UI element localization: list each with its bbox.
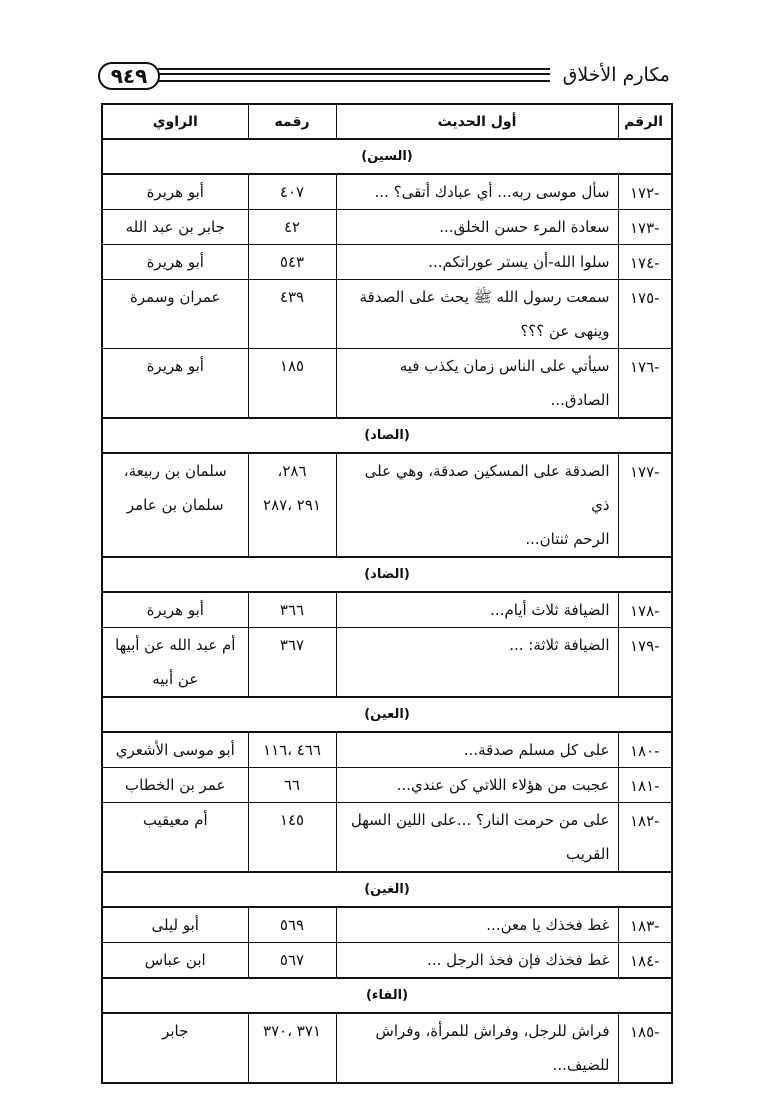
hadith-opening-line: غط فخذك يا معن... [486,916,610,934]
narrator-name-line: سلمان بن عامر [126,496,224,514]
hadith-reference-line: ٥٤٣ [279,253,305,271]
table-row [102,628,672,698]
narrator-name [102,210,248,245]
hadith-number: -١٨٤ [618,943,672,979]
table-row [102,907,672,943]
hadith-number: -١٧٩ [618,628,672,698]
hadith-number: -١٧٥ [618,280,672,349]
table-row [102,803,672,873]
hadith-reference-line: ١٤٥ [279,811,305,829]
hadith-opening [336,1013,618,1083]
hadith-opening [336,349,618,419]
section-title: (الضاد) [102,557,672,592]
hadith-reference [248,174,336,210]
hadith-reference [248,628,336,698]
hadith-opening [336,943,618,979]
hadith-reference [248,943,336,979]
narrator-name-line: أم عبد الله عن أبيها [115,636,236,654]
hadith-opening [336,803,618,873]
hadith-reference-line: ٦٦ [283,776,301,794]
hadith-reference-line: ٤٦٦ ،١١٦ [263,741,321,759]
narrator-name [102,349,248,419]
table-row [102,453,672,557]
hadith-opening [336,768,618,803]
hadith-index-table [101,103,673,1084]
hadith-opening [336,628,618,698]
hadith-number: -١٧٤ [618,245,672,280]
hadith-opening [336,907,618,943]
header-rule [158,68,550,82]
table-row [102,592,672,628]
narrator-name-line: أبو موسى الأشعري [115,741,235,759]
running-header [98,60,670,94]
hadith-reference-line: ٣٦٦ [279,601,305,619]
section-title: (الصاد) [102,418,672,453]
table-header-row [102,104,672,139]
narrator-name [102,174,248,210]
section-header-row [102,978,672,1013]
section-title: (العين) [102,697,672,732]
section-header-row [102,139,672,174]
table-row [102,210,672,245]
hadith-opening-line: الصادق... [550,391,610,409]
hadith-reference [248,245,336,280]
narrator-name [102,592,248,628]
narrator-name [102,280,248,349]
narrator-name-line: أبو هريرة [146,357,204,375]
hadith-number: -١٨٥ [618,1013,672,1083]
hadith-opening-line: فراش للرجل، وفراش للمرأة، وفراش [375,1022,610,1040]
hadith-reference [248,453,336,557]
narrator-name-line: جابر بن عبد الله [125,218,225,236]
hadith-opening-line: الضيافة ثلاثة: ... [509,636,610,654]
hadith-reference-line: ٤٢ [283,218,301,236]
hadith-reference-line: ٣٦٧ [279,636,305,654]
hadith-opening [336,592,618,628]
narrator-name [102,628,248,698]
hadith-opening-line: على من حرمت النار؟ ...على اللين السهل [350,811,610,829]
hadith-number: -١٨٣ [618,907,672,943]
hadith-opening-line: غط فخذك فإن فخذ الرجل ... [427,951,610,969]
hadith-opening-line: على كل مسلم صدقة... [463,741,610,759]
narrator-name [102,732,248,768]
section-header-row [102,557,672,592]
narrator-name [102,907,248,943]
column-header-number: الرقم [618,104,672,139]
table-row [102,1013,672,1083]
hadith-opening-line: عجبت من هؤلاء اللاتي كن عندي... [396,776,610,794]
hadith-reference [248,1013,336,1083]
table-row [102,768,672,803]
hadith-opening [336,174,618,210]
narrator-name-line: أبو هريرة [146,601,204,619]
hadith-reference [248,768,336,803]
hadith-reference-line: ٤٣٩ [279,288,305,306]
hadith-opening-line: للضيف... [552,1056,610,1074]
table-row [102,732,672,768]
hadith-opening [336,453,618,557]
section-title: (الغين) [102,872,672,907]
hadith-reference [248,349,336,419]
narrator-name-line: أبو هريرة [146,183,204,201]
hadith-opening-line: سيأتي على الناس زمان يكذب فيه [399,357,610,375]
hadith-opening [336,245,618,280]
narrator-name [102,768,248,803]
hadith-reference [248,210,336,245]
table-row [102,174,672,210]
table-body [102,139,672,1083]
table-row [102,943,672,979]
hadith-opening-line: الرحم ثنتان... [525,530,610,548]
hadith-reference [248,907,336,943]
section-title: (السين) [102,139,672,174]
hadith-reference [248,592,336,628]
hadith-opening-line: سأل موسى ربه... أي عبادك أتقى؟ ... [374,183,610,201]
table-row [102,349,672,419]
narrator-name-line: أبو ليلى [151,916,199,934]
narrator-name [102,453,248,557]
hadith-opening-line: الصدقة على المسكين صدقة، وهي على ذي [364,462,610,514]
narrator-name-line: عمران وسمرة [130,288,221,306]
column-header-narrator: الراوي [102,104,248,139]
hadith-opening-line: سعادة المرء حسن الخلق... [439,218,610,236]
hadith-reference [248,732,336,768]
section-header-row [102,872,672,907]
section-header-row [102,697,672,732]
column-header-reference: رقمه [248,104,336,139]
hadith-reference [248,280,336,349]
hadith-number: -١٨١ [618,768,672,803]
narrator-name [102,943,248,979]
hadith-reference-line: ١٨٥ [279,357,305,375]
hadith-reference-line: ٤٠٧ [279,183,305,201]
hadith-opening [336,280,618,349]
narrator-name [102,245,248,280]
hadith-reference-line: ٥٦٧ [279,951,305,969]
narrator-name [102,803,248,873]
hadith-reference-line: ٢٨٦، [277,462,307,480]
section-title: (الفاء) [102,978,672,1013]
narrator-name-line: عن أبيه [152,670,199,688]
narrator-name-line: ابن عباس [144,951,206,969]
hadith-number: -١٧٢ [618,174,672,210]
hadith-reference-line: ٢٩١ ،٢٨٧ [263,496,321,514]
narrator-name-line: عمر بن الخطاب [125,776,226,794]
column-header-hadith: أول الحديث [336,104,618,139]
hadith-number: -١٧٦ [618,349,672,419]
hadith-number: -١٨٢ [618,803,672,873]
hadith-opening-line: وينهى عن ؟؟؟ [520,322,610,340]
page-number: ٩٤٩ [98,62,160,90]
narrator-name-line: أم معيقيب [142,811,208,829]
narrator-name-line: جابر [162,1022,189,1040]
hadith-number: -١٨٠ [618,732,672,768]
hadith-opening-line: الضيافة ثلاث أيام... [490,601,610,619]
hadith-opening-line: سلوا الله-أن يستر عوراتكم... [428,253,610,271]
hadith-reference [248,803,336,873]
narrator-name-line: سلمان بن ربيعة، [123,462,227,480]
hadith-opening-line: القريب [565,845,610,863]
book-title: مكارم الأخلاق [562,64,670,86]
table-row [102,245,672,280]
hadith-number: -١٧٧ [618,453,672,557]
hadith-reference-line: ٣٧١ ،٣٧٠ [263,1022,321,1040]
narrator-name [102,1013,248,1083]
narrator-name-line: أبو هريرة [146,253,204,271]
hadith-number: -١٧٣ [618,210,672,245]
hadith-reference-line: ٥٦٩ [279,916,305,934]
section-header-row [102,418,672,453]
hadith-opening [336,732,618,768]
table-row [102,280,672,349]
hadith-opening [336,210,618,245]
hadith-opening-line: سمعت رسول الله ﷺ يحث على الصدقة [359,288,610,306]
hadith-number: -١٧٨ [618,592,672,628]
